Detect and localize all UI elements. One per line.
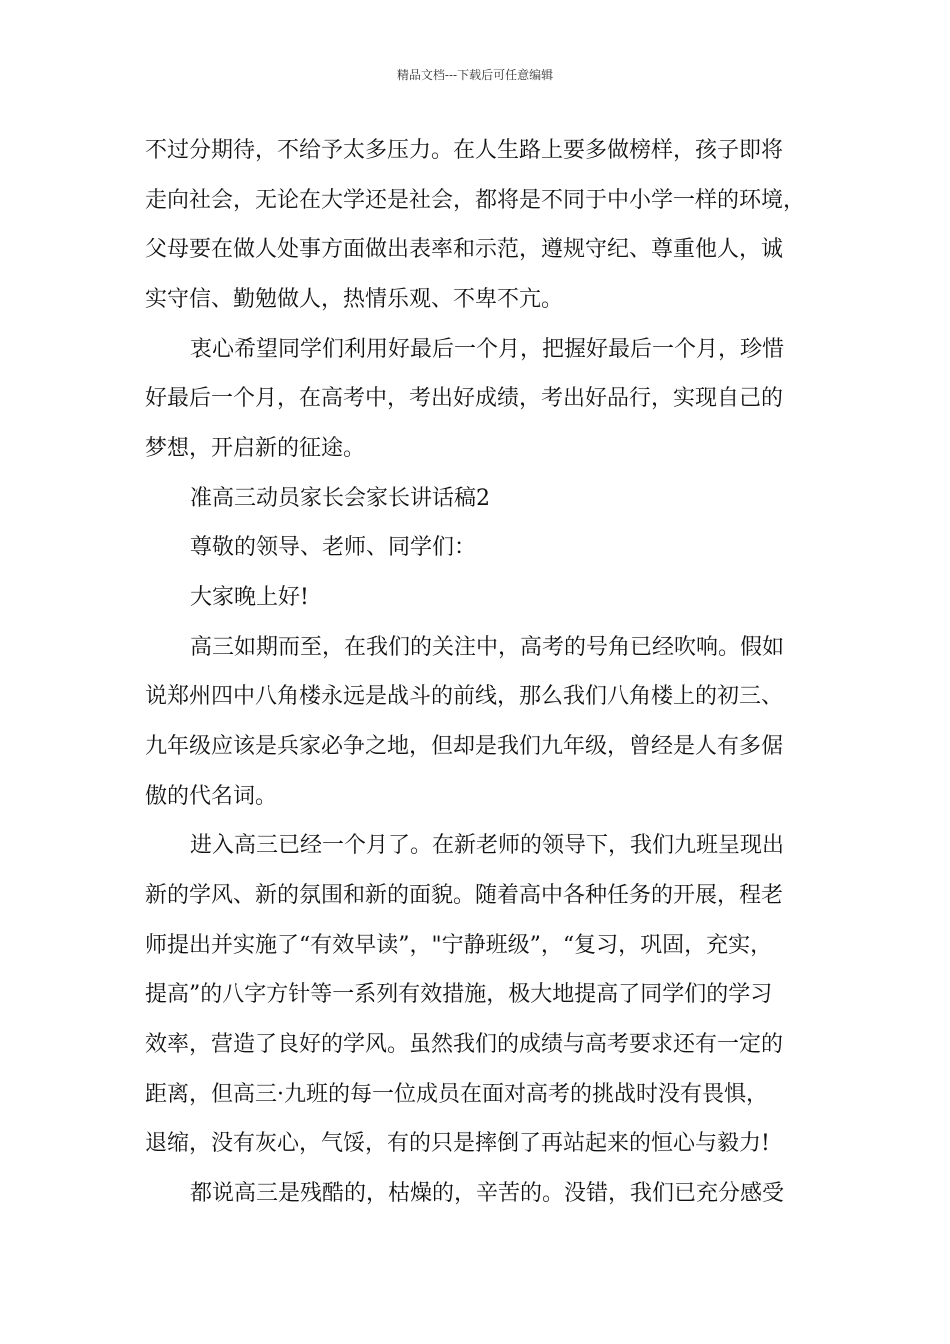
text-line: 父母要在做人处事方面做出表率和示范，遵规守纪、尊重他人，诚	[145, 237, 784, 262]
section-title: 准高三动员家长会家长讲话稿2	[190, 486, 490, 511]
text-line: 效率，营造了良好的学风。虽然我们的成绩与高考要求还有一定的	[145, 1032, 784, 1057]
paragraph-first-line: 进入高三已经一个月了。在新老师的领导下，我们九班呈现出	[190, 833, 785, 858]
text-line: 新的学风、新的氛围和新的面貌。随着高中各种任务的开展，程老	[145, 883, 784, 908]
greeting: 大家晚上好!	[190, 585, 309, 610]
text-line: 退缩，没有灰心，气馁，有的只是摔倒了再站起来的恒心与毅力!	[145, 1131, 770, 1156]
text-line: 梦想，开启新的征途。	[145, 436, 366, 461]
paragraph-first-line: 高三如期而至，在我们的关注中，高考的号角已经吹响。假如	[190, 635, 785, 660]
salutation: 尊敬的领导、老师、同学们：	[190, 535, 477, 560]
text-line: 走向社会，无论在大学还是社会，都将是不同于中小学一样的环境，	[145, 188, 806, 213]
text-line: 师提出并实施了“有效早读”，"宁静班级”，“复习，巩固，充实，	[145, 933, 773, 958]
text-line: 提高”的八字方针等一系列有效措施，极大地提高了同学们的学习	[145, 982, 773, 1007]
text-line: 傲的代名词。	[145, 784, 278, 809]
paragraph-first-line: 衷心希望同学们利用好最后一个月，把握好最后一个月，珍惜	[190, 337, 785, 362]
text-line: 实守信、勤勉做人，热情乐观、不卑不亢。	[145, 287, 564, 312]
paragraph-first-line: 都说高三是残酷的，枯燥的，辛苦的。没错，我们已充分感受	[190, 1181, 785, 1206]
text-line: 好最后一个月，在高考中，考出好成绩，考出好品行，实现自己的	[145, 386, 784, 411]
text-line: 说郑州四中八角楼永远是战斗的前线，那么我们八角楼上的初三、	[145, 684, 784, 709]
text-line: 距离，但高三·九班的每一位成员在面对高考的挑战时没有畏惧，	[145, 1082, 768, 1107]
page-header: 精品文档---下载后可任意编辑	[396, 68, 554, 82]
text-line: 不过分期待，不给予太多压力。在人生路上要多做榜样，孩子即将	[145, 138, 784, 163]
text-line: 九年级应该是兵家必争之地，但却是我们九年级，曾经是人有多倨	[145, 734, 784, 759]
